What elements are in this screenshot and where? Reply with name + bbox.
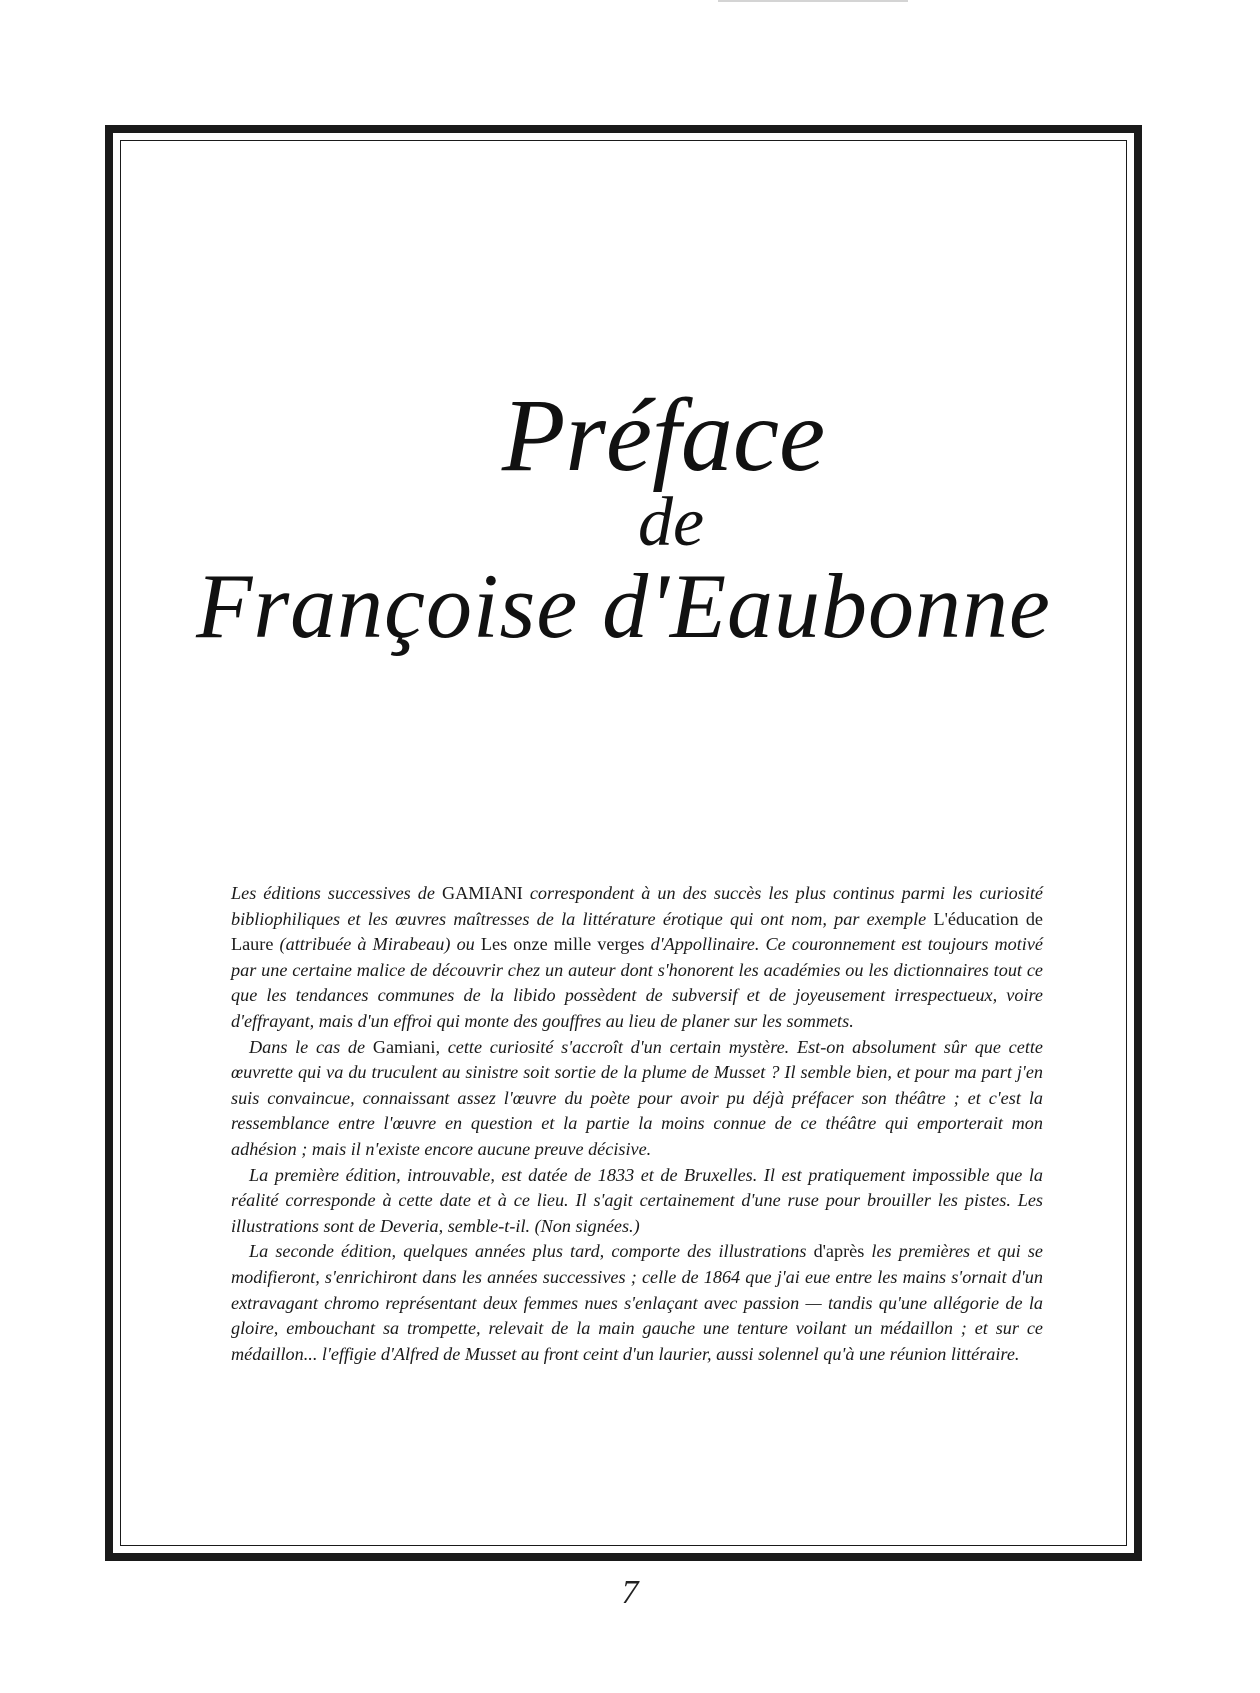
- paragraph-segment: Dans le cas de: [249, 1036, 373, 1057]
- preface-title: [121, 378, 1126, 657]
- paragraph-segment: (attribuée à Mirabeau) ou: [273, 934, 481, 955]
- top-edge-rule: [718, 0, 908, 2]
- page-inner-frame: [120, 140, 1127, 1546]
- paragraph-segment: La première édition, introuvable, est datée de 1833 et de Bruxelles. Il est pratiquement impossible que la réalité corresponde à cette date et à ce lieu. Il s'agit certainement d'une ruse pour brouiller les pistes. Les illustrations sont de Deveria, semble-t-il. (Non signées.): [231, 1164, 1043, 1236]
- title-line-author: Françoise d'Eaubonne: [196, 554, 1051, 657]
- paragraph-segment: d'après: [813, 1241, 865, 1262]
- paragraph-segment: Gamiani: [372, 1036, 436, 1057]
- paragraph-segment: L'éducation de Laure: [231, 908, 1043, 955]
- page-number: 7: [621, 1574, 639, 1611]
- paragraph-segment: les premières et qui se modifieront, s'enrichiront dans les années successives ; celle de 1864 que j'ai eue entre les mains s'ornait d'un extravagant chromo représentant deux femmes nues s'enlaçant avec passion — tandis qu'une allégorie de la gloire, embouchant sa trompette, relevait de la main gauche une tenture voilant un médaillon ; et sur ce médaillon... l'effigie d'Alfred de Musset au front ceint d'un laurier, aussi solennel qu'à une réunion littéraire.: [231, 1241, 1044, 1364]
- paragraph-segment: d'Appollinaire. Ce couronnement est toujours motivé par une certaine malice de découvrir chez un auteur dont s'honorent les académies ou les dictionnaires tout ce que les tendances communes de la libido possèdent de subversif et de joyeusement irrespectueux, voire d'effrayant, mais d'un effroi qui monte des gouffres au lieu de planer sur les sommets.: [231, 934, 1043, 1031]
- preface-paragraph: [231, 881, 1043, 1035]
- paragraph-segment: correspondent à un des succès les plus continus parmi les curiosité bibliophiliques et les œuvres maîtresses de la littérature érotique qui ont nom, par exemple: [231, 883, 1044, 929]
- preface-paragraph: [231, 1163, 1043, 1240]
- paragraph-segment: , cette curiosité s'accroît d'un certain mystère. Est-on absolument sûr que cette œuvrette qui va du truculent au sinistre soit sortie de la plume de Musset ? Il semble bien, et pour ma part j'en suis convaincue, connaissant assez l'œuvre du poète pour avoir pu déjà préfacer son théâtre ; et c'est la ressemblance entre l'œuvre en question et la partie la moins connue de ce théâtre qui emporterait mon adhésion ; mais il n'existe encore aucune preuve décisive.: [231, 1036, 1044, 1159]
- paragraph-segment: Les éditions successives de: [231, 883, 442, 903]
- preface-paragraph: [231, 1239, 1043, 1367]
- paragraph-segment: GAMIANI: [441, 883, 523, 903]
- page-frame: [105, 125, 1142, 1561]
- preface-paragraph: [231, 1035, 1043, 1163]
- preface-body: [231, 881, 1043, 1367]
- paragraph-segment: La seconde édition, quelques années plus tard, comporte des illustrations: [249, 1241, 814, 1262]
- title-line-de: de: [637, 484, 705, 562]
- paragraph-segment: Les onze mille verges: [480, 934, 645, 955]
- title-line-preface: Préface: [501, 378, 826, 493]
